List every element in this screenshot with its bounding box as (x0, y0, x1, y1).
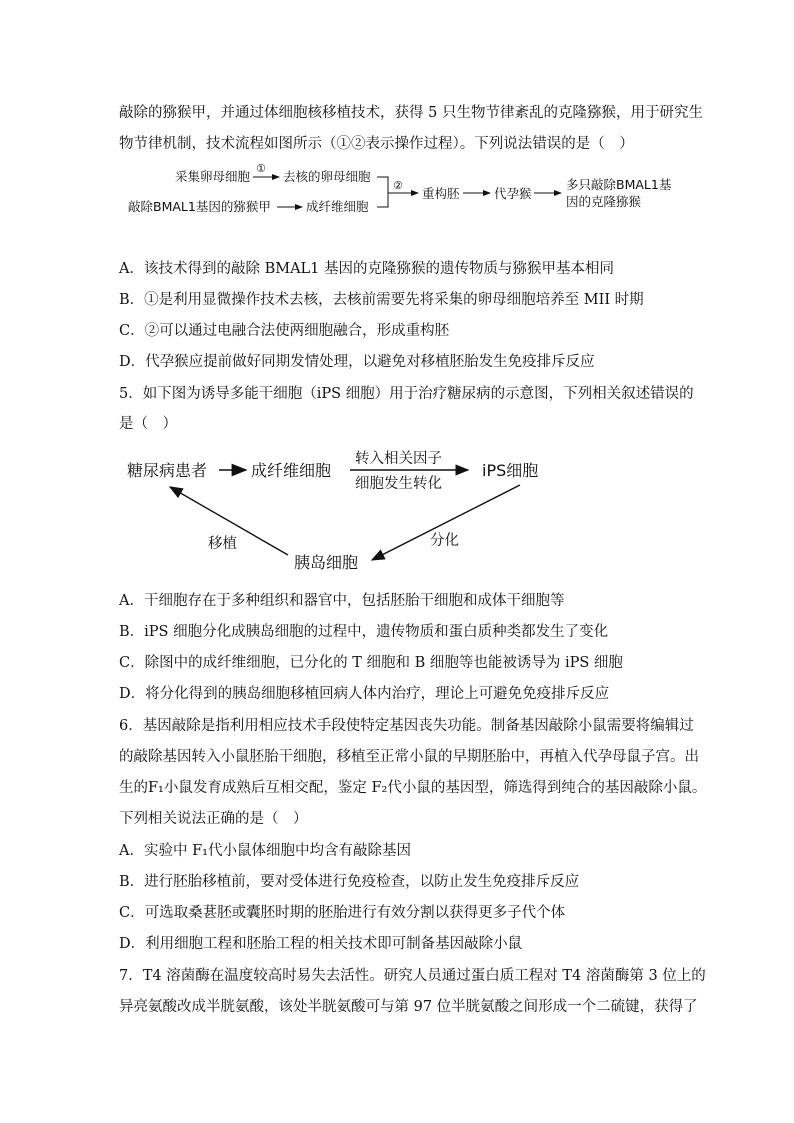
step1-label: ① (256, 162, 266, 175)
q6-text-line-1: 6．基因敲除是指利用相应技术手段使特定基因丧失功能。制备基因敲除小鼠需要将编辑过 (119, 718, 694, 734)
result-label-line-2: 因的克隆猕猴 (566, 194, 642, 209)
transplant-label: 移植 (208, 536, 237, 552)
q4-option-c: C．②可以通过电融合法使两细胞融合，形成重构胚 (119, 323, 450, 339)
q6-text-line-4: 下列相关说法正确的是（ ） (119, 811, 308, 827)
q5-text-line-2: 是（ ） (119, 416, 177, 432)
q6-option-c: C．可选取桑葚胚或囊胚时期的胚胎进行有效分割以获得更多子代个体 (119, 905, 566, 921)
fibroblast-label: 成纤维细胞 (251, 461, 332, 480)
q6-option-a: A．实验中 F₁代小鼠体细胞中均含有敲除基因 (119, 843, 411, 859)
q4-option-a: A．该技术得到的敲除 BMAL1 基因的克隆猕猴的遗传物质与猕猴甲基本相同 (119, 261, 615, 277)
q6-text-line-2: 的敲除基因转入小鼠胚胎干细胞，移植至正常小鼠的早期胚胎中，再植入代孕母鼠子宫。出 (119, 749, 699, 765)
q4-option-b: B．①是利用显微操作技术去核，去核前需要先将采集的卵母细胞培养至 MII 时期 (119, 292, 644, 308)
q4-text-line-1: 敲除的猕猴甲，并通过体细胞核移植技术，获得 5 只生物节律紊乱的克隆猕猴，用于研究生 (119, 105, 703, 121)
step2-label: ② (393, 179, 403, 192)
ips-cell-label: iPS细胞 (482, 461, 539, 480)
above-arrow-label: 转入相关因子 (355, 451, 442, 467)
collect-oocyte-label: 采集卵母细胞 (175, 169, 251, 184)
result-label-line-1: 多只敲除BMAL1基 (566, 177, 672, 192)
q5-option-a: A．干细胞存在于多种组织和器官中，包括胚胎干细胞和成体干细胞等 (119, 593, 565, 609)
below-arrow-label: 细胞发生转化 (355, 476, 442, 492)
q7-text-line-1: 7．T4 溶菌酶在温度较高时易失去活性。研究人员通过蛋白质工程对 T4 溶菌酶第 3 位上的 (119, 968, 706, 984)
q5-text-line-1: 5．如下图为诱导多能干细胞（iPS 细胞）用于治疗糖尿病的示意图，下列相关叙述错误的 (119, 386, 694, 402)
surrogate-label: 代孕猴 (494, 186, 532, 201)
q6-option-b: B．进行胚胎移植前，要对受体进行免疫检查，以防止发生免疫排斥反应 (119, 874, 580, 890)
q6-option-d: D．利用细胞工程和胚胎工程的相关技术即可制备基因敲除小鼠 (119, 936, 523, 952)
q5-option-b: B．iPS 细胞分化成胰岛细胞的过程中，遗传物质和蛋白质种类都发生了变化 (119, 624, 609, 640)
knockout-monkey-label: 敲除BMAL1基因的猕猴甲 (128, 199, 271, 214)
q5-option-c: C．除图中的成纤维细胞，已分化的 T 细胞和 B 细胞等也能被诱导为 iPS 细胞 (119, 655, 623, 671)
islet-cell-label: 胰岛细胞 (294, 553, 359, 572)
fibroblast-label: 成纤维细胞 (306, 199, 369, 214)
patient-label: 糖尿病患者 (127, 461, 208, 480)
enucleated-oocyte-label: 去核的卵母细胞 (283, 169, 371, 184)
q4-option-d: D．代孕猴应提前做好同期发情处理，以避免对移植胚胎发生免疫排斥反应 (119, 354, 595, 370)
q4-text-line-2: 物节律机制，技术流程如图所示（①②表示操作过程）。下列说法错误的是（ ） (119, 136, 634, 152)
q7-text-line-2: 异亮氨酸改成半胱氨酸，该处半胱氨酸可与第 97 位半胱氨酸之间形成一个二硫键，获得了 (119, 999, 698, 1015)
differentiate-label: 分化 (430, 533, 459, 549)
q6-text-line-3: 生的F₁小鼠发育成熟后互相交配，鉴定 F₂代小鼠的基因型，筛选得到纯合的基因敲除小鼠。 (119, 780, 707, 796)
reconstructed-embryo-label: 重构胚 (422, 186, 460, 201)
q5-option-d: D．将分化得到的胰岛细胞移植回病人体内治疗，理论上可避免免疫排斥反应 (119, 686, 610, 702)
